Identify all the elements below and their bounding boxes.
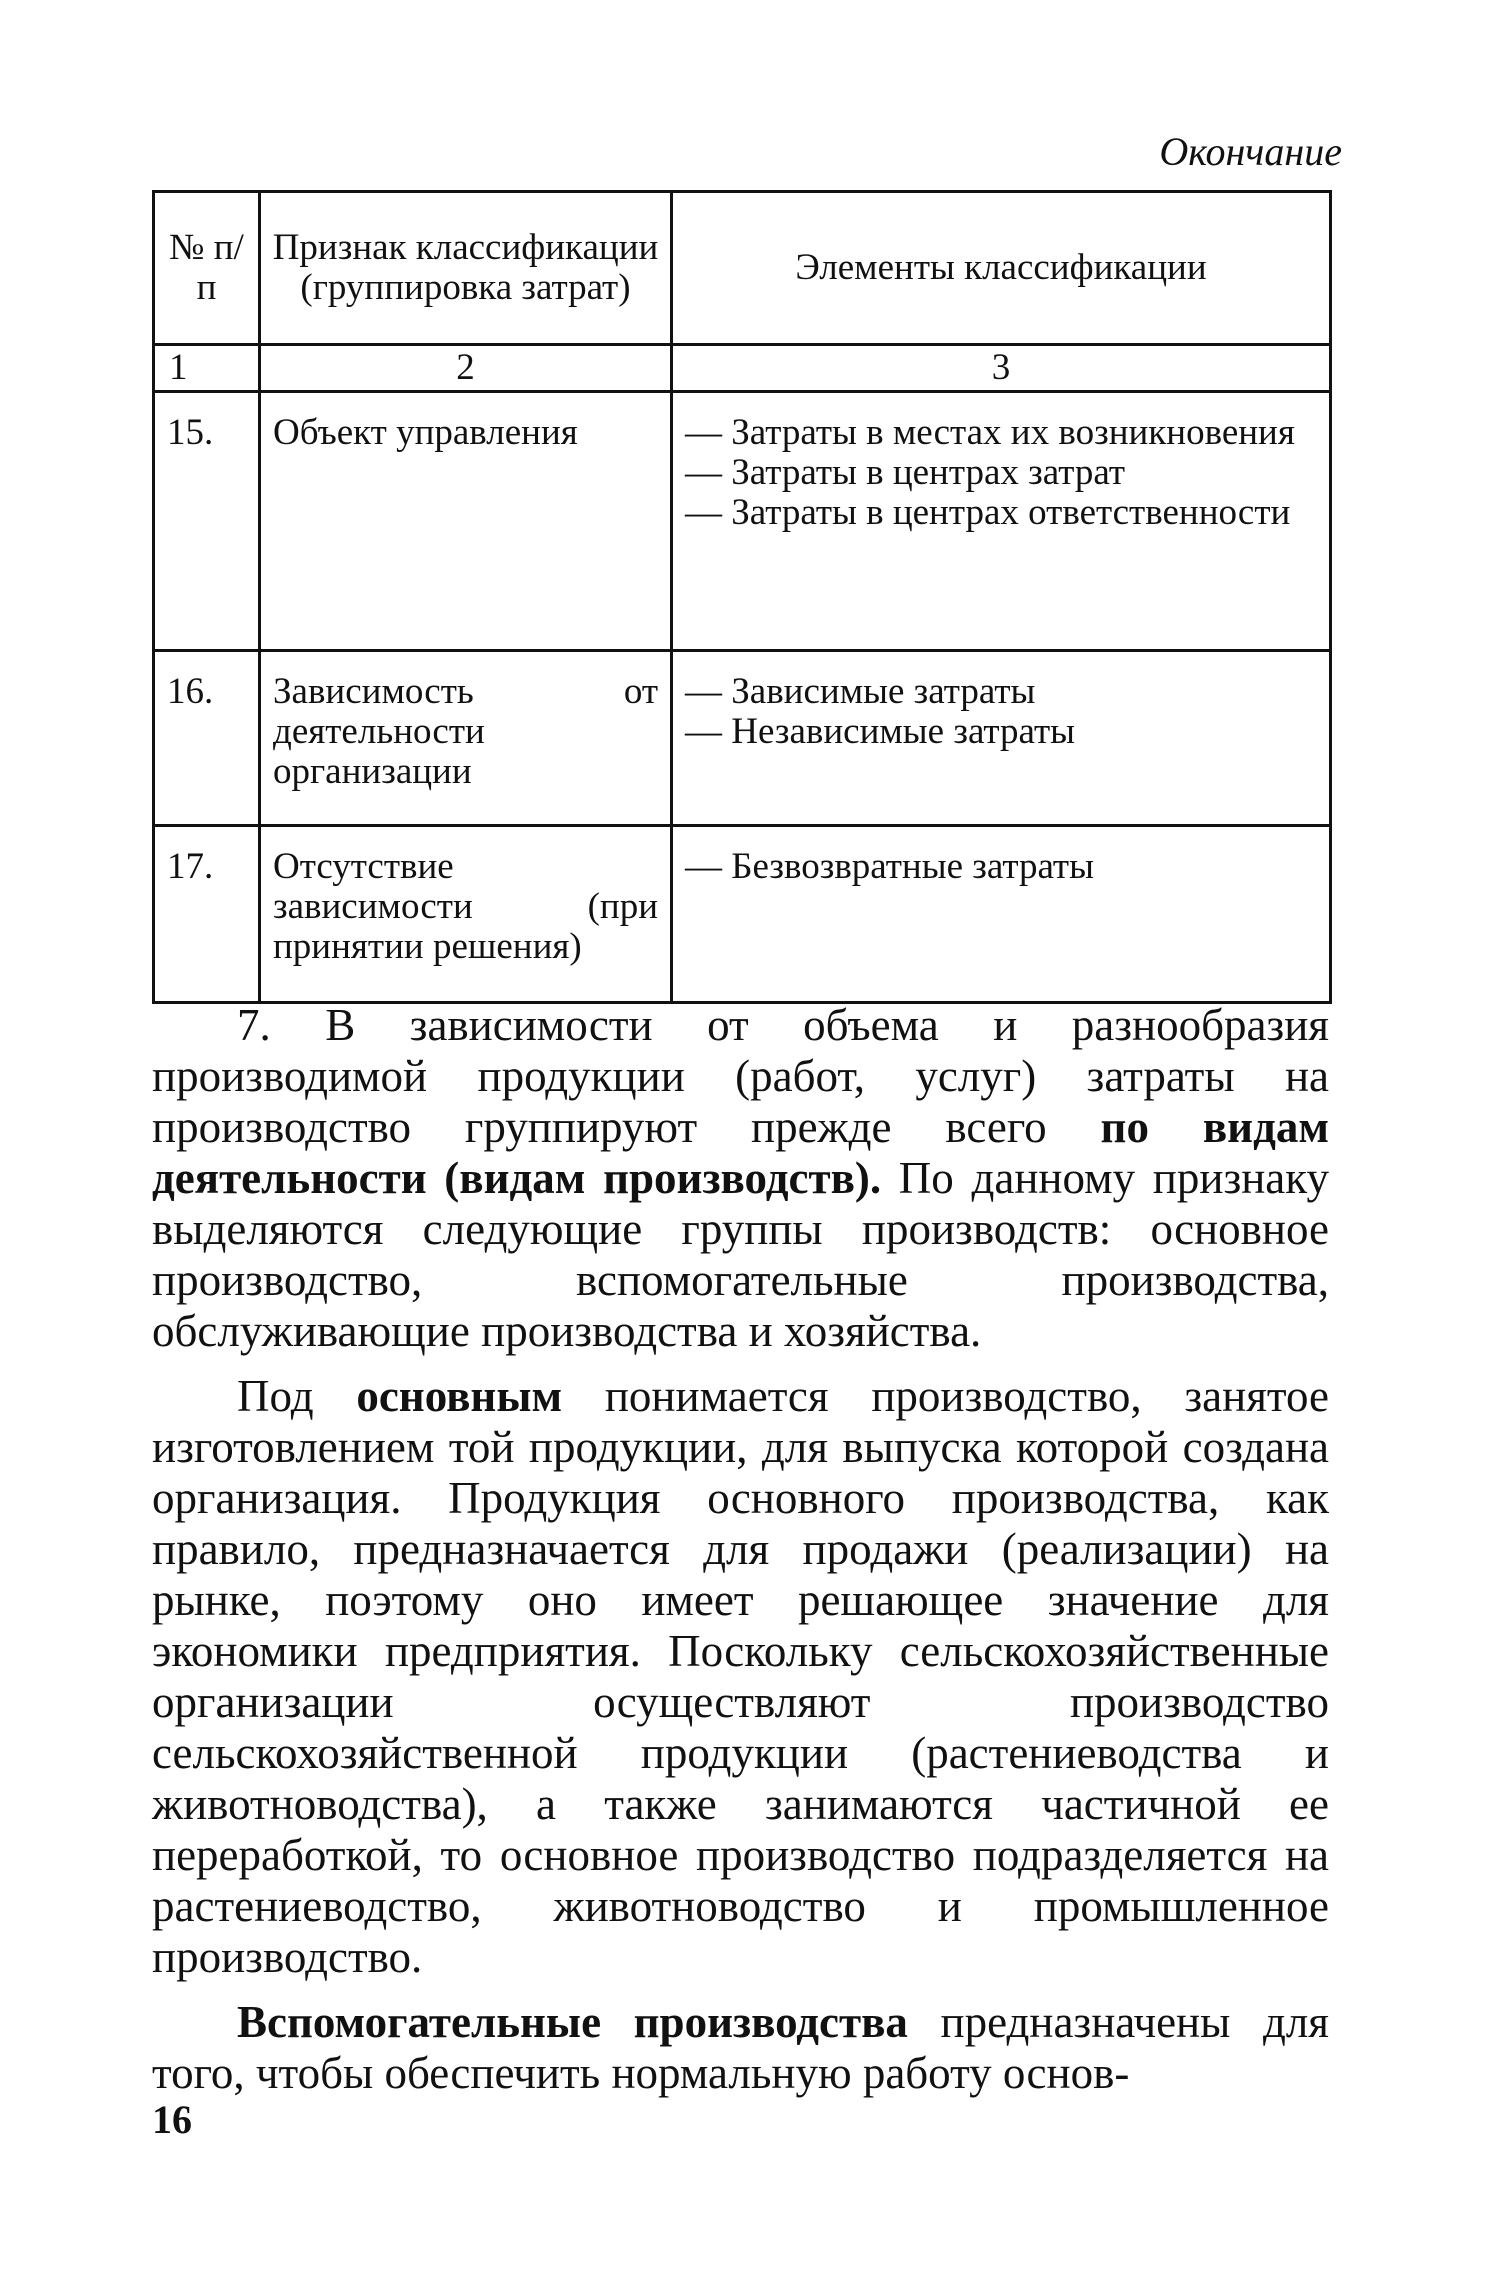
paragraph-auxiliary-production (152, 1997, 1329, 2099)
continuation-label: Окончание (1159, 129, 1342, 174)
row-elements (672, 826, 1331, 1003)
header-elements: Элементы классификации (672, 192, 1331, 345)
paragraph-types-of-production (152, 1000, 1329, 1357)
bold-term: по видам деятельности (видам производств). (152, 1102, 1329, 1203)
header-attribute: Признак классификации (группировка затрат) (260, 192, 672, 345)
page-number: 16 (152, 2097, 192, 2142)
row-attribute: Отсутствие зависимости (при принятии решения) (260, 826, 672, 1003)
paragraph-text: понимается производство, занятое изготовлением той продукции, для выпуска которой создана организация. Продукция основного производства, как правило, предназначается для продажи (реализации) на рынке, поэтому оно имеет решающее значение для экономики предприятия. Поскольку сельскохозяйственные организации осуществляют производство сельскохозяйственной продукции (растениеводства и животноводства), а также занимаются частичной ее переработкой, то основное производство подразделяется на растениеводство, животноводство и промышленное производство. (152, 1371, 1329, 1982)
column-number: 3 (672, 345, 1331, 392)
column-number: 2 (260, 345, 672, 392)
paragraph-main-production (152, 1371, 1329, 1983)
bold-term: основным (356, 1371, 563, 1421)
element-item: — Затраты в местах их возникновения (685, 412, 1295, 453)
row-elements (672, 392, 1331, 651)
header-number: № п/п (154, 192, 260, 345)
row-attribute: Зависимость от деятельности организации (260, 651, 672, 826)
table-header-row (154, 192, 1331, 345)
element-item: — Зависимые затраты (685, 671, 1036, 712)
element-item: — Затраты в центрах затрат (685, 452, 1125, 493)
column-number: 1 (154, 345, 260, 392)
row-number: 15. (154, 392, 260, 651)
table-row (154, 392, 1331, 651)
paragraph-text: 7. В зависимости от объема и разнообразия производимой продукции (работ, услуг) затраты на производство группируют прежде всего (152, 1000, 1329, 1152)
row-attribute: Объект управления (260, 392, 672, 651)
paragraph-text: Под (237, 1371, 357, 1421)
classification-table (152, 190, 1332, 1004)
table-row (154, 826, 1331, 1003)
column-number-row (154, 345, 1331, 392)
paragraph-text: предназначены для того, чтобы обеспечить нормальную работу основ- (152, 1997, 1329, 2098)
row-number: 16. (154, 651, 260, 826)
body-text (152, 1000, 1329, 2113)
element-item: — Безвозвратные затраты (685, 846, 1094, 887)
element-item: — Независимые затраты (685, 711, 1076, 752)
paragraph-text: По данному признаку выделяются следующие группы производств: основное производство, вспомогательные производства, обслуживающие производства и хозяйства. (152, 1153, 1329, 1356)
row-number: 17. (154, 826, 260, 1003)
table-row (154, 651, 1331, 826)
row-elements (672, 651, 1331, 826)
element-item: — Затраты в центрах ответственности (685, 492, 1291, 533)
bold-term: Вспомогательные производства (237, 1997, 908, 2047)
